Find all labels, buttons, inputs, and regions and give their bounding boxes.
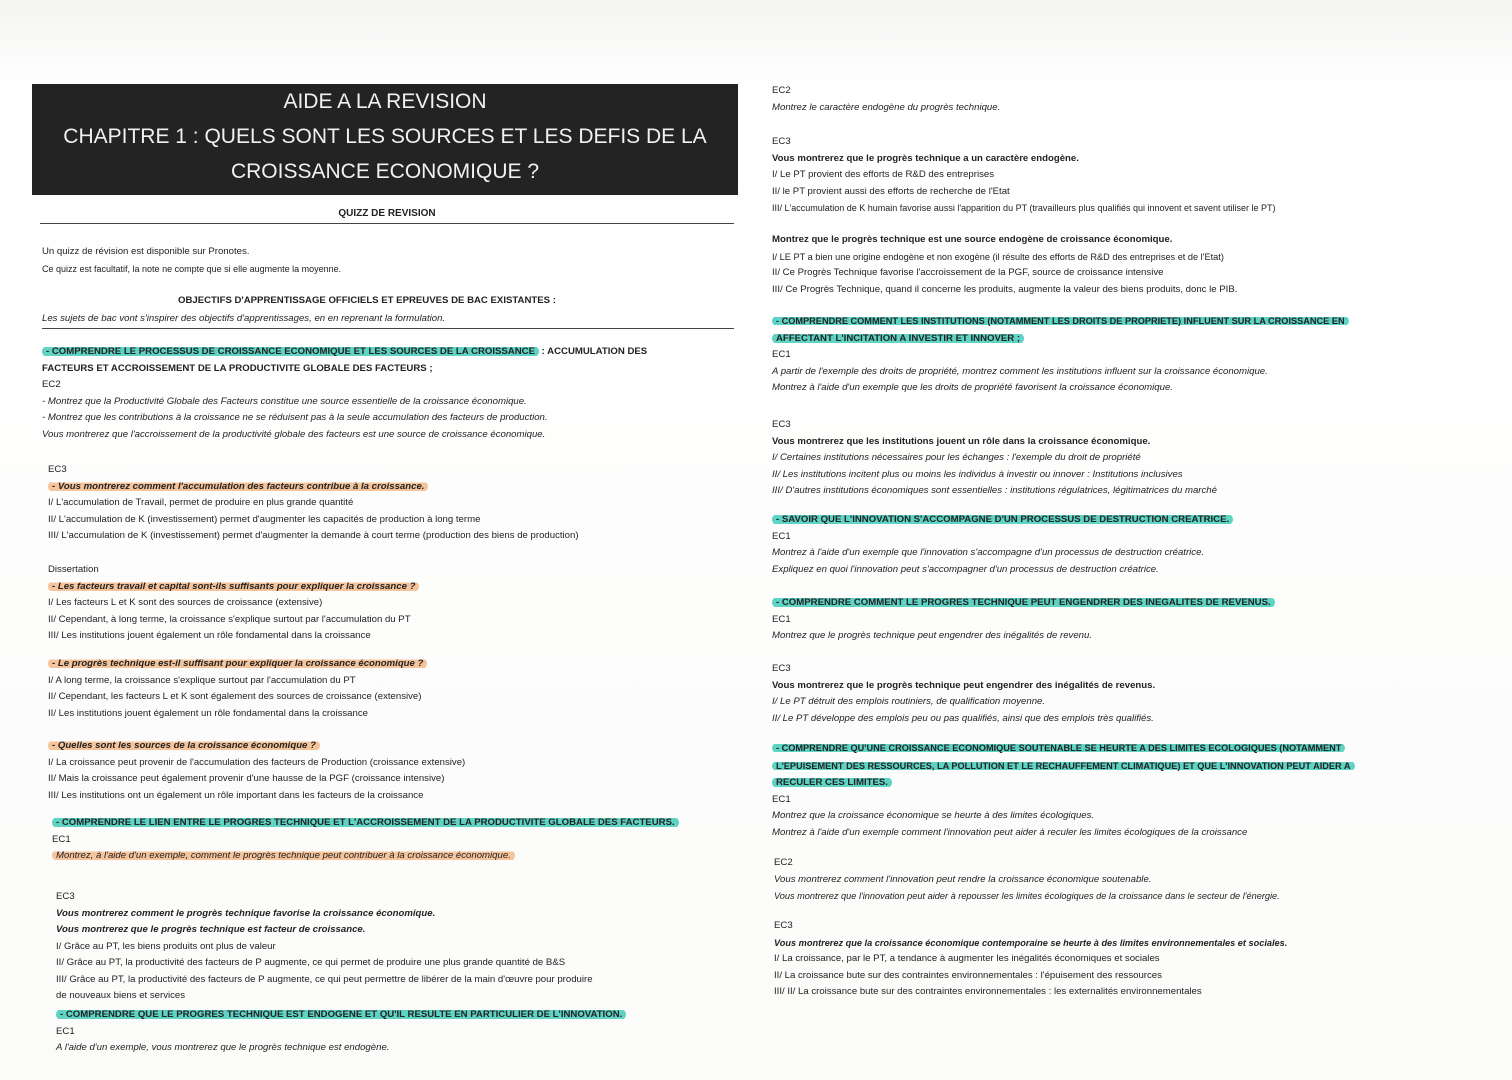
right-ec3 <box>772 134 1276 217</box>
objectives-title: OBJECTIFS D'APPRENTISSAGE OFFICIELS ET EPREUVES DE BAC EXISTANTES : <box>178 295 556 306</box>
s2-ec3-1: Vous montrerez comment le progrès technique favorise la croissance économique. <box>56 907 436 919</box>
right-section-7 <box>772 740 1355 841</box>
left-dissertation-block <box>48 562 419 645</box>
s2-ec3-6: de nouveaux biens et services <box>56 990 186 1001</box>
quizz-line-1: Un quizz de révision est disponible sur Pronotes. <box>42 246 250 257</box>
s4-ec3: EC3 <box>772 419 791 430</box>
left-section-2 <box>52 815 679 865</box>
s7-h3: RECULER CES LIMITES. <box>772 777 892 788</box>
s1-heading: - COMPRENDRE LE PROCESSUS DE CROISSANCE ECONOMIQUE ET LES SOURCES DE LA CROISSANCE <box>42 346 539 357</box>
s6-h: - COMPRENDRE COMMENT LE PROGRES TECHNIQUE PEUT ENGENDRER DES INEGALITES DE REVENUS. <box>772 597 1275 608</box>
s1-l3: Vous montrerez que l'accroissement de la productivité globale des facteurs est une source de croissance économique. <box>42 428 546 440</box>
right-section-5 <box>772 512 1233 578</box>
d2-2: II/ Cependant, les facteurs L et K sont également des sources de croissance (extensive) <box>48 691 422 702</box>
right-montrez <box>772 232 1237 298</box>
s1-ec3-2: II/ L'accumulation de K (investissement) permet d'augmenter les capacités de production à long terme <box>48 513 481 525</box>
s4-6: III/ D'autres institutions économiques sont essentielles : institutions régulatrices, légitimatrices du marché <box>772 485 1217 496</box>
s4-ec1: EC1 <box>772 349 791 360</box>
r-ec2-1: Montrez le caractère endogène du progrès technique. <box>772 101 1001 113</box>
s7-ec3: EC3 <box>774 920 793 931</box>
right-s4-ec3 <box>772 417 1217 500</box>
s2-ec1: EC1 <box>52 833 71 845</box>
s7-h1: - COMPRENDRE QU'UNE CROISSANCE ECONOMIQUE SOUTENABLE SE HEURTE A DES LIMITES ECOLOGIQUES (NOTAMMENT <box>772 743 1345 753</box>
s1-diss: Dissertation <box>48 564 99 575</box>
s4-3: Vous montrerez que les institutions jouent un rôle dans la croissance économique. <box>772 435 1151 447</box>
s5-h: - SAVOIR QUE L'INNOVATION S'ACCOMPAGNE D'UN PROCESSUS DE DESTRUCTION CREATRICE. <box>772 514 1233 525</box>
s4-1: A partir de l'exemple des droits de propriété, montrez comment les institutions influent sur la croissance économique. <box>772 365 1268 377</box>
banner-line-2: CHAPITRE 1 : QUELS SONT LES SOURCES ET LES DEFIS DE LA <box>63 125 707 148</box>
s5-2: Expliquez en quoi l'innovation peut s'accompagner d'un processus de destruction créatrice. <box>772 563 1159 575</box>
d1-1: I/ Les facteurs L et K sont des sources de croissance (extensive) <box>48 597 323 608</box>
d1-2: II/ Cependant, à long terme, la croissance s'explique surtout par l'accumulation du PT <box>48 613 411 625</box>
s7-ec1: EC1 <box>772 793 791 805</box>
quizz-info <box>42 244 341 277</box>
s6-ec1: EC1 <box>772 613 791 625</box>
r-m-3: III/ Ce Progrès Technique, quand il concerne les produits, augmente la valeur des biens produits, donc le PIB. <box>772 283 1238 295</box>
right-ec2 <box>772 83 1000 116</box>
s1-ec3-3: III/ L'accumulation de K (investissement) permet d'augmenter la demande à court terme (production des biens de production) <box>48 530 579 541</box>
r-ec2: EC2 <box>772 85 791 96</box>
left-d3-block <box>48 738 465 804</box>
d3-title: - Quelles sont les sources de la croissance économique ? <box>48 740 320 751</box>
s2-ec3-5: III/ Grâce au PT, la productivité des facteurs de P augmente, ce qui peut permettre de libérer de la main d'œuvre pour produire <box>56 973 593 985</box>
s6-3: I/ Le PT détruit des emplois routiniers, de qualification moyenne. <box>772 696 1046 707</box>
s7-4: Vous montrerez que l'innovation peut aider à repousser les limites écologiques de la croissance dans le secteur de l'énergie. <box>774 891 1280 901</box>
right-s7-ec3 <box>774 918 1287 1001</box>
s7-6: I/ La croissance, par le PT, a tendance à augmenter les inégalités économiques et sociales <box>774 953 1160 964</box>
s7-8: III/ II/ La croissance bute sur des contraintes environnementales : les externalités environnementales <box>774 986 1202 997</box>
banner-line-1: AIDE A LA REVISION <box>283 90 487 113</box>
left-section-1 <box>42 344 647 443</box>
s4-5: II/ Les institutions incitent plus ou moins les individus à investir ou innover : Institutions inclusives <box>772 468 1183 480</box>
s7-2: Montrez à l'aide d'un exemple comment l'innovation peut aider à reculer les limites écologiques de la croissance <box>772 826 1248 838</box>
s7-5: Vous montrerez que la croissance économique contemporaine se heurte à des limites environnementales et sociales. <box>774 937 1288 948</box>
left-s2-ec3 <box>56 889 593 1005</box>
s6-ec3: EC3 <box>772 663 791 674</box>
s1-ec2: EC2 <box>42 379 61 390</box>
d1-3: III/ Les institutions jouent également un rôle fondamental dans la croissance <box>48 630 371 641</box>
r-m-t: Montrez que le progrès technique est une source endogène de croissance économique. <box>772 234 1173 245</box>
left-section-3 <box>56 1007 626 1057</box>
s1-ec3-title: - Vous montrerez comment l'accumulation des facteurs contribue à la croissance. <box>48 481 428 492</box>
d2-1: I/ A long terme, la croissance s'explique surtout par l'accumulation du PT <box>48 674 356 686</box>
s6-2: Vous montrerez que le progrès technique peut engendrer des inégalités de revenus. <box>772 679 1156 691</box>
s2-ec3-3: I/ Grâce au PT, les biens produits ont plus de valeur <box>56 940 276 952</box>
r-ec3-1: I/ Le PT provient des efforts de R&D des entreprises <box>772 169 995 180</box>
s6-4: II/ Le PT développe des emplois peu ou pas qualifiés, ainsi que des emplois très qualifiés. <box>772 712 1154 724</box>
s7-3: Vous montrerez comment l'innovation peut rendre la croissance économique soutenable. <box>774 873 1152 885</box>
left-d2-block <box>48 656 427 722</box>
r-ec3: EC3 <box>772 136 791 147</box>
d2-3: II/ Les institutions jouent également un rôle fondamental dans la croissance <box>48 707 368 719</box>
s7-1: Montrez que la croissance économique se heurte à des limites écologiques. <box>772 810 1095 821</box>
s1-heading-rest: : ACCUMULATION DES <box>538 346 648 357</box>
r-ec3-3: III/ L'accumulation de K humain favorise aussi l'apparition du PT (travailleurs plus qualifiés qui innovent et savent utiliser le PT) <box>772 203 1276 213</box>
s4-4: I/ Certaines institutions nécessaires pour les échanges : l'exemple du droit de propriété <box>772 452 1141 463</box>
d3-3: III/ Les institutions ont un également un rôle important dans les facteurs de la croissance <box>48 789 424 801</box>
quizz-title: QUIZZ DE REVISION <box>40 208 734 224</box>
d1-title: - Les facteurs travail et capital sont-ils suffisants pour expliquer la croissance ? <box>48 581 419 592</box>
right-section-6 <box>772 595 1275 645</box>
d3-2: II/ Mais la croissance peut également provenir d'une hausse de la PGF (croissance intensive) <box>48 773 445 784</box>
r-m-1: I/ LE PT a bien une origine endogène et non exogène (il résulte des efforts de R&D des entreprises et de l'Etat) <box>772 251 1224 262</box>
right-s6-ec3 <box>772 661 1155 727</box>
s2-ec3: EC3 <box>56 891 75 902</box>
right-s7-ec2 <box>774 855 1280 905</box>
r-ec3-2: II/ le PT provient aussi des efforts de recherche de l'Etat <box>772 185 1010 197</box>
r-m-2: II/ Ce Progrès Technique favorise l'accroissement de la PGF, source de croissance intensive <box>772 267 1164 278</box>
banner-line-3: CROISSANCE ECONOMIQUE ? <box>230 160 540 183</box>
s3-ec1-1: A l'aide d'un exemple, vous montrerez que le progrès technique est endogène. <box>56 1042 390 1053</box>
s1-heading-2: FACTEURS ET ACCROISSEMENT DE LA PRODUCTIVITE GLOBALE DES FACTEURS ; <box>42 362 433 374</box>
s7-7: II/ La croissance bute sur des contraintes environnementales : l'épuisement des ressources <box>774 969 1162 981</box>
s4-h1: - COMPRENDRE COMMENT LES INSTITUTIONS (NOTAMMENT LES DROITS DE PROPRIETE) INFLUENT SUR LA CROISSANCE EN <box>772 316 1349 326</box>
s7-ec2: EC2 <box>774 857 793 868</box>
s4-h2: AFFECTANT L'INCITATION A INVESTIR ET INNOVER ; <box>772 333 1024 344</box>
s6-1: Montrez que le progrès technique peut engendrer des inégalités de revenu. <box>772 630 1093 641</box>
s1-ec3: EC3 <box>48 464 67 475</box>
title-banner <box>32 84 738 195</box>
quizz-line-2: Ce quizz est facultatif, la note ne compte que si elle augmente la moyenne. <box>42 263 342 274</box>
s2-heading: - COMPRENDRE LE LIEN ENTRE LE PROGRES TECHNIQUE ET L'ACCROISSEMENT DE LA PRODUCTIVITE GLOBALE DES FACTEURS. <box>52 817 679 828</box>
s3-ec1: EC1 <box>56 1025 75 1037</box>
d3-1: I/ La croissance peut provenir de l'accumulation des facteurs de Production (croissance extensive) <box>48 756 466 768</box>
s2-ec1-1: Montrez, à l'aide d'un exemple, comment le progrès technique peut contribuer à la croissance économique. <box>52 850 515 861</box>
r-ec3-t: Vous montrerez que le progrès technique a un caractère endogène. <box>772 152 1079 164</box>
s2-ec3-4: II/ Grâce au PT, la productivité des facteurs de P augmente, ce qui permet de produire une plus grande quantité de B&S <box>56 957 566 968</box>
objectives-subtitle: Les sujets de bac vont s'inspirer des objectifs d'apprentissages, en en reprenant la formulation. <box>42 311 734 329</box>
s4-2: Montrez à l'aide d'un exemple que les droits de propriété favorisent la croissance économique. <box>772 382 1173 393</box>
s7-h2: L'EPUISEMENT DES RESSOURCES, LA POLLUTION ET LE RECHAUFFEMENT CLIMATIQUE) ET QUE L'INNOVATION PEUT AIDER A <box>772 761 1355 771</box>
s1-ec3-1: I/ L'accumulation de Travail, permet de produire en plus grande quantité <box>48 497 354 508</box>
right-section-4 <box>772 313 1349 397</box>
d2-title: - Le progrès technique est-il suffisant pour expliquer la croissance économique ? <box>48 658 427 669</box>
left-ec3-block <box>48 462 579 545</box>
s2-ec3-2: Vous montrerez que le progrès technique est facteur de croissance. <box>56 924 366 935</box>
s1-l2: - Montrez que les contributions à la croissance ne se réduisent pas à la seule accumulation des facteurs de production. <box>42 412 548 423</box>
s3-heading: - COMPRENDRE QUE LE PROGRES TECHNIQUE EST ENDOGENE ET QU'IL RESULTE EN PARTICULIER DE L'INNOVATION. <box>56 1009 626 1020</box>
s1-l1: - Montrez que la Productivité Globale des Facteurs constitue une source essentielle de la croissance économique. <box>42 395 527 407</box>
s5-1: Montrez à l'aide d'un exemple que l'innovation s'accompagne d'un processus de destruction créatrice. <box>772 547 1205 558</box>
s5-ec1: EC1 <box>772 530 791 542</box>
